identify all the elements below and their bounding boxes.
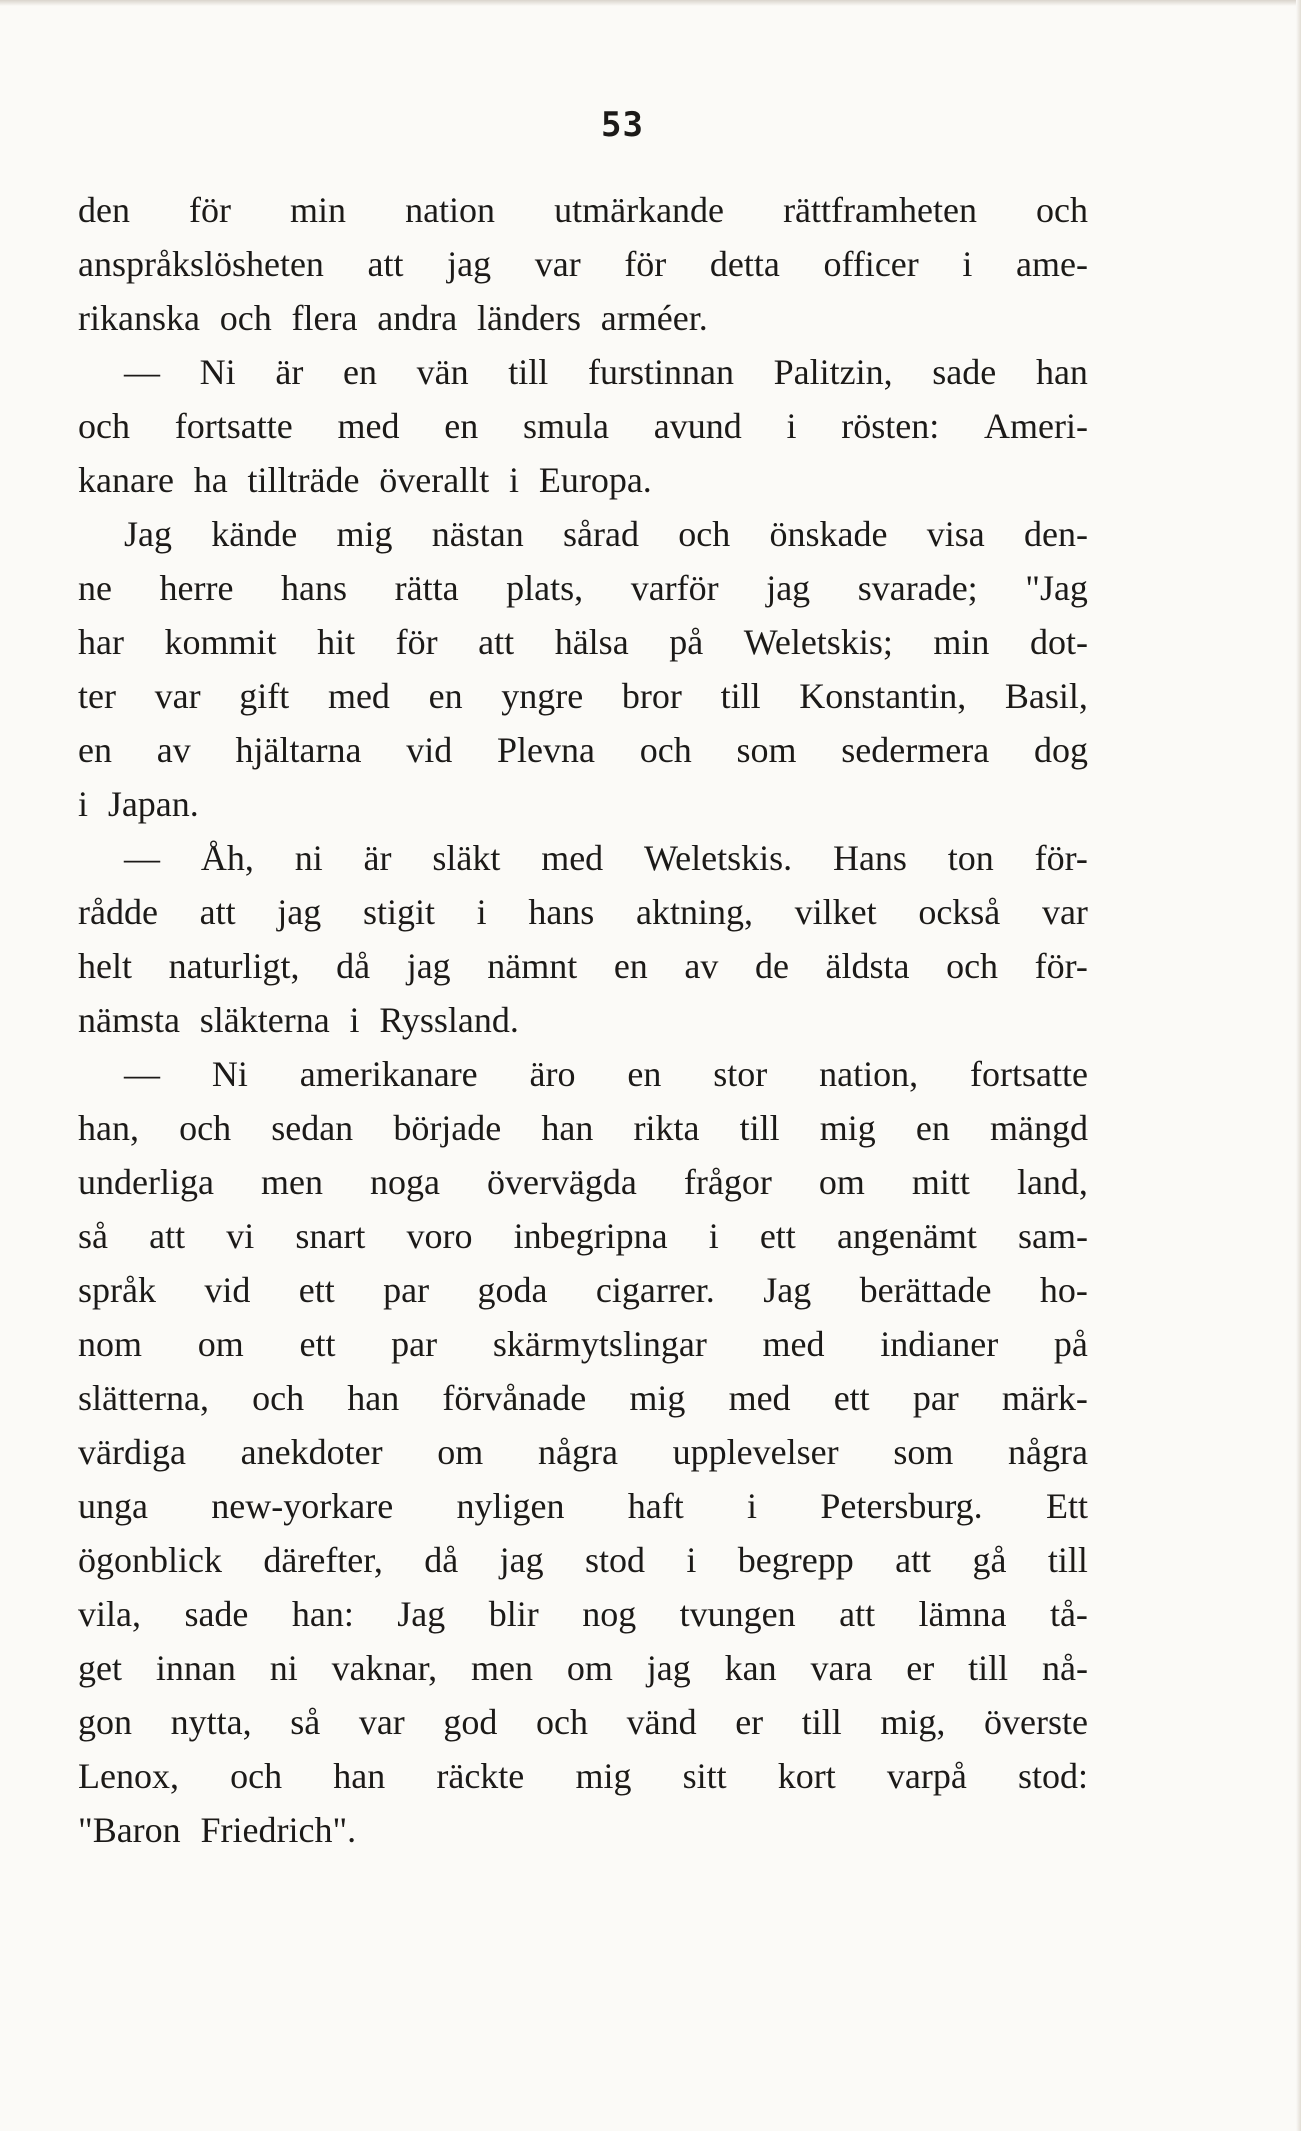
- word: skärmytslingar: [492, 1324, 707, 1364]
- word: om: [566, 1648, 613, 1688]
- word: till: [1047, 1540, 1088, 1580]
- word: äro: [529, 1054, 576, 1094]
- word: till: [508, 352, 549, 392]
- text-line: [78, 345, 1088, 399]
- text-line: [78, 561, 1088, 615]
- word: mig: [629, 1378, 686, 1418]
- word: ni: [269, 1648, 298, 1688]
- text-line: [78, 1371, 1088, 1425]
- word: —: [124, 352, 160, 392]
- word: lämna: [918, 1594, 1007, 1634]
- word: sade: [184, 1594, 249, 1634]
- word: Basil,: [1004, 676, 1088, 716]
- word: de: [754, 946, 789, 986]
- word: svarade;: [857, 568, 978, 608]
- word: min: [290, 190, 347, 230]
- word: stigit: [362, 892, 435, 932]
- word: rådde: [78, 892, 158, 932]
- word: för: [624, 244, 667, 284]
- word: också: [918, 892, 1001, 932]
- word: mig: [575, 1756, 632, 1796]
- word: ame-: [1016, 244, 1088, 284]
- text-line: [78, 669, 1088, 723]
- word: inbegripna: [513, 1216, 668, 1256]
- text-line: [78, 1209, 1088, 1263]
- text-line: [78, 1101, 1088, 1155]
- text-line: [78, 1155, 1088, 1209]
- word: den: [78, 190, 130, 230]
- word: då: [424, 1540, 459, 1580]
- word: och: [179, 1108, 232, 1148]
- word: ter: [78, 676, 116, 716]
- word: som: [736, 730, 797, 770]
- word: gå: [972, 1540, 1007, 1580]
- word: var: [534, 244, 581, 284]
- word: en: [342, 352, 377, 392]
- word: i: [686, 1540, 697, 1580]
- word: hit: [317, 622, 356, 662]
- word: nå-: [1042, 1648, 1088, 1688]
- word: i: [78, 784, 89, 824]
- word: ett: [298, 1270, 335, 1310]
- word: stod: [584, 1540, 645, 1580]
- text-line: [78, 831, 1088, 885]
- word: några: [538, 1432, 618, 1472]
- text-line: [78, 507, 1088, 561]
- word: gon: [78, 1702, 132, 1742]
- word: språk: [78, 1270, 156, 1310]
- word: att: [199, 892, 236, 932]
- word: är: [275, 352, 304, 392]
- word: och: [230, 1756, 283, 1796]
- word: bror: [621, 676, 682, 716]
- word: hälsa: [554, 622, 629, 662]
- word: vila,: [78, 1594, 141, 1634]
- word: i: [509, 460, 520, 500]
- word: att: [895, 1540, 932, 1580]
- word: —: [124, 1054, 160, 1094]
- word: han,: [78, 1108, 139, 1148]
- word: fortsatte: [970, 1054, 1088, 1094]
- text-line: [78, 1641, 1088, 1695]
- word: Lenox,: [78, 1756, 179, 1796]
- word: hans: [528, 892, 595, 932]
- word: varpå: [886, 1756, 967, 1796]
- word: vid: [406, 730, 453, 770]
- word: den-: [1024, 514, 1088, 554]
- word: märk-: [1001, 1378, 1088, 1418]
- word: er: [735, 1702, 764, 1742]
- word: jag: [646, 1648, 691, 1688]
- word: Palitzin,: [773, 352, 893, 392]
- word: att: [839, 1594, 876, 1634]
- word: jag: [447, 244, 492, 284]
- word: cigarrer.: [595, 1270, 715, 1310]
- word: i: [786, 406, 797, 446]
- word: kort: [777, 1756, 836, 1796]
- word: par: [383, 1270, 430, 1310]
- text-line: [78, 1263, 1088, 1317]
- word: för-: [1034, 946, 1088, 986]
- word: om: [197, 1324, 244, 1364]
- text-line: [78, 1533, 1088, 1587]
- word: unga: [78, 1486, 148, 1526]
- word: vid: [204, 1270, 251, 1310]
- word: haft: [627, 1486, 684, 1526]
- word: herre: [159, 568, 234, 608]
- word: släkterna: [199, 1000, 330, 1040]
- word: med: [762, 1324, 825, 1364]
- word: med: [728, 1378, 791, 1418]
- word: tå-: [1049, 1594, 1088, 1634]
- word: upplevelser: [672, 1432, 839, 1472]
- word: flera: [291, 298, 358, 338]
- word: furstinnan: [587, 352, 734, 392]
- word: om: [818, 1162, 865, 1202]
- word: började: [393, 1108, 502, 1148]
- word: tillträde: [247, 460, 360, 500]
- word: till: [739, 1108, 780, 1148]
- word: rättframheten: [783, 190, 977, 230]
- word: smula: [522, 406, 609, 446]
- word: av: [684, 946, 719, 986]
- word: indianer: [880, 1324, 999, 1364]
- word: och: [1035, 190, 1088, 230]
- word: "Baron: [78, 1810, 181, 1850]
- word: ett: [299, 1324, 336, 1364]
- word: Jag: [124, 514, 172, 554]
- word: goda: [477, 1270, 548, 1310]
- word: att: [478, 622, 515, 662]
- word: nämsta: [78, 1000, 180, 1040]
- word: min: [933, 622, 990, 662]
- word: och: [78, 406, 130, 446]
- word: noga: [369, 1162, 440, 1202]
- word: mängd: [990, 1108, 1088, 1148]
- word: nom: [78, 1324, 143, 1364]
- word: mitt: [911, 1162, 970, 1202]
- word: till: [801, 1702, 842, 1742]
- word: er: [906, 1648, 935, 1688]
- word: han: [541, 1108, 594, 1148]
- page-number: 53: [601, 105, 644, 145]
- word: gift: [239, 676, 290, 716]
- word: rätta: [394, 568, 459, 608]
- word: på: [669, 622, 704, 662]
- word: slätterna,: [78, 1378, 209, 1418]
- word: god: [443, 1702, 498, 1742]
- word: rikta: [633, 1108, 700, 1148]
- word: är: [363, 838, 392, 878]
- word: var: [358, 1702, 405, 1742]
- word: jag: [406, 946, 451, 986]
- text-line: [78, 1749, 1088, 1803]
- word: amerikanare: [299, 1054, 478, 1094]
- word: andra: [377, 298, 458, 338]
- word: i: [708, 1216, 719, 1256]
- word: ett: [759, 1216, 796, 1256]
- word: Ett: [1045, 1486, 1088, 1526]
- word: new-yorkare: [211, 1486, 394, 1526]
- word: därefter,: [263, 1540, 383, 1580]
- word: och: [639, 730, 692, 770]
- word: för-: [1034, 838, 1088, 878]
- word: rösten:: [841, 406, 940, 446]
- word: ne: [78, 568, 112, 608]
- word: vi: [226, 1216, 255, 1256]
- text-line: [78, 885, 1088, 939]
- word: nation,: [819, 1054, 919, 1094]
- word: mig,: [880, 1702, 946, 1742]
- word: ni: [294, 838, 323, 878]
- word: en: [613, 946, 648, 986]
- word: på: [1053, 1324, 1088, 1364]
- word: detta: [709, 244, 780, 284]
- word: till: [720, 676, 761, 716]
- word: räckte: [436, 1756, 525, 1796]
- word: Jag: [763, 1270, 812, 1310]
- text-line: [78, 183, 1088, 237]
- word: naturligt,: [168, 946, 300, 986]
- word: mig: [819, 1108, 876, 1148]
- text-line: [78, 291, 1088, 345]
- word: med: [327, 676, 390, 716]
- word: mig: [336, 514, 393, 554]
- word: kände: [211, 514, 298, 554]
- word: så: [78, 1216, 108, 1256]
- word: Weletskis.: [644, 838, 793, 878]
- word: i: [349, 1000, 360, 1040]
- word: stor: [713, 1054, 768, 1094]
- word: Hans: [832, 838, 907, 878]
- word: i: [747, 1486, 758, 1526]
- word: underliga: [78, 1162, 214, 1202]
- word: Ameri-: [984, 406, 1088, 446]
- word: utmärkande: [554, 190, 725, 230]
- text-line: [78, 615, 1088, 669]
- word: ton: [947, 838, 994, 878]
- text-line: [78, 939, 1088, 993]
- word: en: [428, 676, 463, 716]
- word: par: [391, 1324, 438, 1364]
- word: Petersburg.: [820, 1486, 983, 1526]
- word: hans: [281, 568, 348, 608]
- word: varför: [630, 568, 719, 608]
- text-line: [78, 1047, 1088, 1101]
- word: stod:: [1017, 1756, 1088, 1796]
- word: anekdoter: [240, 1432, 383, 1472]
- word: officer: [823, 244, 919, 284]
- body-text: [78, 183, 1088, 1857]
- word: sårad: [563, 514, 639, 554]
- word: han:: [291, 1594, 354, 1634]
- word: Åh,: [200, 838, 254, 878]
- word: Plevna: [496, 730, 595, 770]
- word: att: [149, 1216, 186, 1256]
- word: "Jag: [1025, 568, 1088, 608]
- word: begrepp: [737, 1540, 854, 1580]
- word: voro: [406, 1216, 473, 1256]
- word: överallt: [379, 460, 490, 500]
- word: för: [395, 622, 438, 662]
- word: dot-: [1029, 622, 1088, 662]
- word: om: [437, 1432, 484, 1472]
- word: värdiga: [78, 1432, 186, 1472]
- word: —: [124, 838, 160, 878]
- word: Europa.: [538, 460, 652, 500]
- word: har: [78, 622, 124, 662]
- word: några: [1008, 1432, 1088, 1472]
- text-line: [78, 1317, 1088, 1371]
- word: släkt: [432, 838, 501, 878]
- word: äldsta: [825, 946, 910, 986]
- word: nation: [405, 190, 496, 230]
- word: för: [189, 190, 231, 230]
- word: vänd: [626, 1702, 697, 1742]
- text-line: [78, 237, 1088, 291]
- word: jag: [277, 892, 322, 932]
- word: sedermera: [841, 730, 990, 770]
- word: Weletskis;: [743, 622, 893, 662]
- text-line: [78, 1479, 1088, 1533]
- word: och: [536, 1702, 588, 1742]
- word: och: [678, 514, 731, 554]
- word: snart: [295, 1216, 366, 1256]
- word: vilket: [794, 892, 877, 932]
- word: nyligen: [456, 1486, 565, 1526]
- text-line: [78, 723, 1088, 777]
- word: rikanska: [78, 298, 200, 338]
- word: vara: [810, 1648, 873, 1688]
- word: nämnt: [487, 946, 578, 986]
- word: av: [156, 730, 191, 770]
- word: och: [252, 1378, 305, 1418]
- word: Japan.: [107, 784, 199, 824]
- word: nästan: [431, 514, 524, 554]
- word: ett: [833, 1378, 870, 1418]
- text-line: [78, 399, 1088, 453]
- word: med: [541, 838, 604, 878]
- word: som: [893, 1432, 954, 1472]
- word: plats,: [506, 568, 584, 608]
- word: tvungen: [679, 1594, 796, 1634]
- word: att: [367, 244, 404, 284]
- word: var: [1041, 892, 1088, 932]
- text-line: [78, 1425, 1088, 1479]
- word: men: [260, 1162, 323, 1202]
- text-line: [78, 1803, 1088, 1857]
- word: helt: [78, 946, 132, 986]
- word: en: [78, 730, 112, 770]
- word: och: [946, 946, 999, 986]
- word: berättade: [859, 1270, 992, 1310]
- word: med: [337, 406, 400, 446]
- word: förvånade: [442, 1378, 587, 1418]
- page-right-edge: [1296, 0, 1301, 2131]
- word: innan: [155, 1648, 236, 1688]
- word: angenämt: [836, 1216, 977, 1256]
- text-line: [78, 1587, 1088, 1641]
- word: nytta,: [170, 1702, 252, 1742]
- word: avund: [653, 406, 742, 446]
- word: han: [333, 1756, 386, 1796]
- word: i: [476, 892, 487, 932]
- word: överste: [984, 1702, 1088, 1742]
- word: kommit: [164, 622, 277, 662]
- text-line: [78, 777, 1088, 831]
- word: Konstantin,: [799, 676, 967, 716]
- word: anspråkslösheten: [78, 244, 324, 284]
- word: övervägda: [486, 1162, 637, 1202]
- word: länders: [477, 298, 581, 338]
- word: ha: [193, 460, 228, 500]
- word: en: [627, 1054, 662, 1094]
- word: frågor: [683, 1162, 772, 1202]
- word: sitt: [682, 1756, 727, 1796]
- word: sade: [932, 352, 997, 392]
- word: land,: [1016, 1162, 1088, 1202]
- word: så: [290, 1702, 321, 1742]
- word: då: [336, 946, 371, 986]
- word: ho-: [1039, 1270, 1088, 1310]
- word: kanare: [78, 460, 174, 500]
- word: till: [968, 1648, 1009, 1688]
- word: men: [471, 1648, 533, 1688]
- text-line: [78, 1695, 1088, 1749]
- word: Friedrich".: [200, 1810, 357, 1850]
- word: han: [347, 1378, 400, 1418]
- word: visa: [926, 514, 985, 554]
- word: jag: [499, 1540, 544, 1580]
- word: hjältarna: [235, 730, 362, 770]
- word: jag: [766, 568, 811, 608]
- word: i: [962, 244, 973, 284]
- text-line: [78, 453, 1088, 507]
- word: sedan: [271, 1108, 354, 1148]
- word: get: [78, 1648, 122, 1688]
- word: vän: [416, 352, 469, 392]
- word: aktning,: [636, 892, 753, 932]
- word: sam-: [1018, 1216, 1088, 1256]
- word: par: [912, 1378, 959, 1418]
- word: Ni: [211, 1054, 248, 1094]
- word: Ryssland.: [379, 1000, 519, 1040]
- word: vaknar,: [331, 1648, 438, 1688]
- word: nog: [582, 1594, 637, 1634]
- word: han: [1035, 352, 1088, 392]
- word: önskade: [769, 514, 888, 554]
- word: Ni: [199, 352, 236, 392]
- word: arméer.: [600, 298, 708, 338]
- word: fortsatte: [174, 406, 293, 446]
- word: ögonblick: [78, 1540, 222, 1580]
- word: blir: [488, 1594, 539, 1634]
- word: dog: [1033, 730, 1088, 770]
- word: kan: [724, 1648, 777, 1688]
- page-top-edge: [0, 0, 1301, 6]
- word: Jag: [397, 1594, 446, 1634]
- word: var: [154, 676, 201, 716]
- word: yngre: [501, 676, 584, 716]
- word: en: [444, 406, 479, 446]
- word: och: [219, 298, 272, 338]
- word: en: [915, 1108, 950, 1148]
- text-line: [78, 993, 1088, 1047]
